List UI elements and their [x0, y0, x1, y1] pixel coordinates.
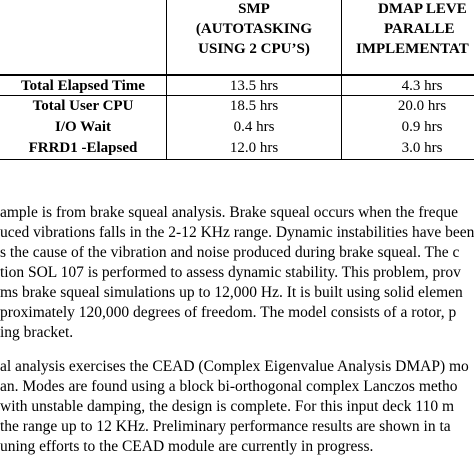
header-smp-line-1: SMP: [238, 1, 270, 17]
cell-smp-total-user-cpu: 18.5 hrs: [229, 98, 279, 114]
paragraph-line: ms brake squeal simulations up to 12,000 Hz. It is built using solid elemen: [0, 284, 463, 301]
paragraph-line: an. Modes are found using a block bi-orthogonal complex Lanczos metho: [0, 378, 458, 395]
header-dmap-line-3: IMPLEMENTAT: [356, 41, 469, 57]
paragraph-line: the range up to 12 KHz. Preliminary performance results are shown in ta: [0, 418, 451, 435]
paragraph-line: ample is from brake squeal analysis. Brake squeal occurs when the freque: [0, 204, 458, 221]
header-dmap: [356, 0, 474, 59]
paragraph-line: uning efforts to the CEAD module are currently in progress.: [0, 438, 374, 455]
paragraph-line: ing bracket.: [0, 324, 74, 341]
row-label-io-wait: I/O Wait: [55, 119, 111, 135]
cell-dmap-io-wait: 0.9 hrs: [401, 119, 443, 135]
row-label-total-elapsed-time: Total Elapsed Time: [21, 78, 145, 94]
cell-smp-total-elapsed-time: 13.5 hrs: [229, 78, 279, 94]
cell-dmap-total-elapsed-time: 4.3 hrs: [401, 78, 443, 94]
header-smp-line-2: (AUTOTASKING: [195, 21, 313, 37]
cell-smp-io-wait: 0.4 hrs: [233, 119, 275, 135]
paragraph-line: proximately 120,000 degrees of freedom. The model consists of a rotor, p: [0, 304, 457, 321]
paragraph-line: with unstable damping, the design is complete. For this input deck 110 m: [0, 398, 455, 415]
cell-dmap-total-user-cpu: 20.0 hrs: [397, 98, 447, 114]
cell-smp-frrd1-elapsed: 12.0 hrs: [229, 140, 279, 156]
row-label-total-user-cpu: Total User CPU: [32, 98, 134, 114]
paragraph-line: tion SOL 107 is performed to assess dynamic stability. This problem, prov: [0, 264, 461, 281]
row-label-frrd1-elapsed: FRRD1 -Elapsed: [28, 140, 138, 156]
header-smp-line-3: USING 2 CPU’S): [198, 41, 310, 57]
header-dmap-line-2: PARALLE: [384, 21, 455, 37]
header-smp: [167, 0, 341, 59]
paragraph-line: al analysis exercises the CEAD (Complex Eigenvalue Analysis DMAP) mo: [0, 358, 469, 375]
paragraph-line: uced vibrations falls in the 2-12 KHz range. Dynamic instabilities have been: [0, 224, 474, 241]
table-bottom-rule: [0, 159, 474, 160]
table-vline-middle: [341, 0, 342, 160]
header-dmap-line-1: DMAP LEVE: [378, 1, 467, 17]
cell-dmap-frrd1-elapsed: 3.0 hrs: [401, 140, 443, 156]
paragraph-line: s the cause of the vibration and noise produced during brake squeal. The c: [0, 244, 460, 261]
